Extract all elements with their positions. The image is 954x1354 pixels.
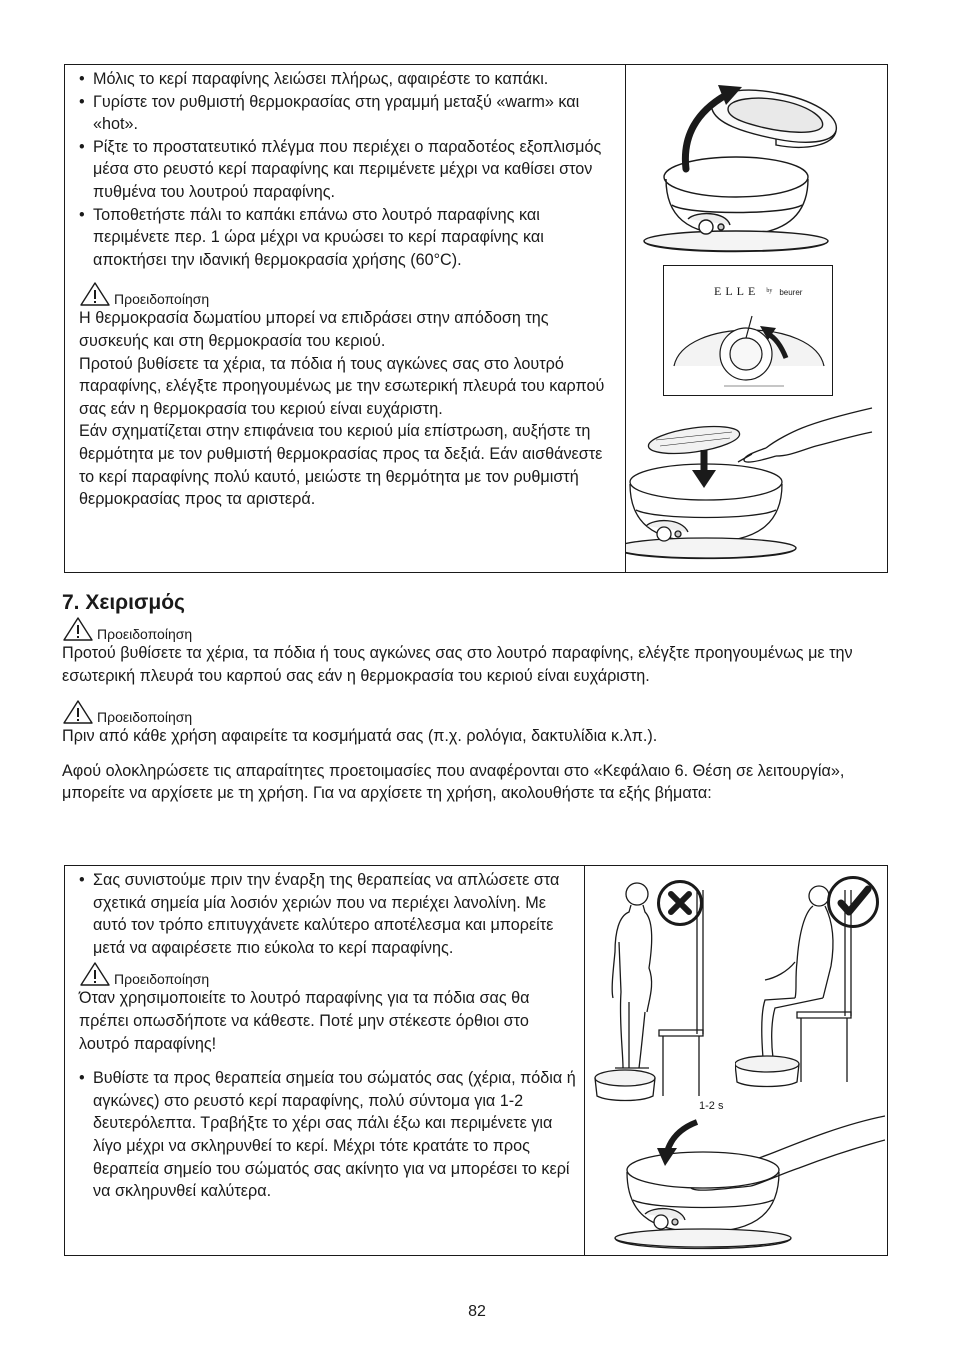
list-item: • Τοποθετήστε πάλι το καπάκι επάνω στο λουτρό παραφίνης και περιμένετε περ. 1 ώρα μέχρι να κρυώσει το κερί παραφίνης και αποκτήσει την ιδανική θερμοκρασία χρήσης (60°C). xyxy=(79,204,617,272)
warning-icon xyxy=(79,961,111,987)
arrow-icon xyxy=(667,1122,697,1152)
wrong-cross-icon xyxy=(657,880,703,926)
section-heading: 7. Χειρισμός xyxy=(62,591,185,614)
top-bullet-list xyxy=(79,68,617,271)
top-box-text xyxy=(65,65,626,572)
bottom-box-illustrations xyxy=(585,866,887,1255)
warning-paragraph: Εάν σχηματίζεται στην επιφάνεια του κεριού μία επίστρωση, αυξήστε τη θερμότητα με τον ρυθμιστή θερμοκρασίας προς τα δεξιά. Εάν αισθάνεστε το κερί παραφίνης πολύ καυτό, μειώστε τη θερμότητα με τον ρυθμιστή θερμοκρασίας προς τα αριστερά. xyxy=(79,422,603,509)
warning-label: Προειδοποίηση xyxy=(114,291,210,308)
list-item: • Μόλις το κερί παραφίνης λειώσει πλήρως, αφαιρέστε το καπάκι. xyxy=(79,68,617,91)
grid-insertion-illustration xyxy=(626,400,886,575)
top-box-illustrations xyxy=(626,65,887,572)
warning-heading xyxy=(62,701,892,725)
warning-label: Προειδοποίηση xyxy=(97,626,193,642)
warning-label: Προειδοποίηση xyxy=(97,709,193,726)
warning-heading xyxy=(79,963,576,987)
lid-removal-illustration xyxy=(626,65,886,265)
warning-icon xyxy=(79,281,111,307)
warning-label: Προειδοποίηση xyxy=(114,971,210,988)
warning-text: Προτού βυθίσετε τα χέρια, τα πόδια ή τους αγκώνες σας στο λουτρό παραφίνης, ελέγξτε προηγουμένως με την εσωτερική πλευρά του καρπού σας εάν η θερμοκρασία του κεριού είναι ευχάριστη. xyxy=(62,644,853,685)
seated-posture-illustration xyxy=(735,882,885,1102)
bottom-bullet-list xyxy=(79,869,576,959)
bottom-box-text xyxy=(65,866,585,1255)
dip-duration-label: 1-2 s xyxy=(699,1100,724,1112)
warning-text: Πριν από κάθε χρήση αφαιρείτε τα κοσμήματά σας (π.χ. ρολόγια, δακτυλίδια κ.λπ.). xyxy=(62,727,658,746)
warning-heading xyxy=(79,283,617,307)
warning-heading xyxy=(62,618,892,642)
hand-dipping-illustration xyxy=(585,1110,885,1255)
list-item: • Ρίξτε το προστατευτικό πλέγμα που περιέχει ο παραδοτέος εξοπλισμός μέσα στο ρευστό κερί παραφίνης και περιμένετε μέχρι να καθίσει στον πυθμένα του λουτρού παραφίνης. xyxy=(79,136,617,204)
list-item: • Σας συνιστούμε πριν την έναρξη της θεραπείας να απλώσετε στα σχετικά σημεία μία λοσιόν χεριών που να περιέχει λανολίνη. Με αυτό τον τρόπο επιτυγχάνετε καλύτερο αποτέλεσμα και μπορείτε μετά να αφαιρέσετε πιο εύκολα το κερί παραφίνης. xyxy=(79,869,576,959)
bottom-instruction-box xyxy=(64,865,888,1256)
list-item: • Γυρίστε τον ρυθμιστή θερμοκρασίας στη γραμμή μεταξύ «warm» και «hot». xyxy=(79,91,617,136)
temperature-dial xyxy=(664,266,833,396)
warning-icon xyxy=(62,699,94,725)
warning-paragraph: Προτού βυθίσετε τα χέρια, τα πόδια ή τους αγκώνες σας στο λουτρό παραφίνης, ελέγξτε προηγουμένως με την εσωτερική πλευρά του καρπού σας εάν η θερμοκρασία του κεριού είναι ευχάριστη. xyxy=(79,354,605,418)
list-item: • Βυθίστε τα προς θεραπεία σημεία του σώματός σας (χέρια, πόδια ή αγκώνες) στο ρευστό κερί παραφίνης, πολύ σύντομα για 1-2 δευτερόλεπτα. Τραβήξτε το χέρι σας πάλι έξω και περιμένετε για λίγο μέχρι να σκληρυνθεί το κερί. Μέχρι τότε κρατάτε το προς θεραπεία σημείο του σώματός σας ακίνητο για να μπορέσει το κερί να σκληρυνθεί καλύτερα. xyxy=(79,1067,576,1203)
warning-icon xyxy=(62,616,94,642)
section-7 xyxy=(62,590,892,805)
page-number: 82 xyxy=(468,1303,486,1320)
brand-logo: ELLE $^{by}$ beurer xyxy=(714,284,803,298)
dial-closeup-illustration xyxy=(663,265,833,396)
intro-paragraph: Αφού ολοκληρώσετε τις απαραίτητες προετοιμασίες που αναφέρονται στο «Κεφάλαιο 6. Θέση σε λειτουργία», μπορείτε να αρχίσετε με τη χρήση. Για να αρχίσετε τη χρήση, ακολουθήστε τα εξής βήματα: xyxy=(62,761,845,803)
warning-paragraph: Η θερμοκρασία δωματίου μπορεί να επιδράσει στην απόδοση της συσκευής και στη θερμοκρασία του κεριού. xyxy=(79,309,549,350)
top-instruction-box xyxy=(64,64,888,573)
warning-text: Όταν χρησιμοποιείτε το λουτρό παραφίνης για τα πόδια σας θα πρέπει οπωσδήποτε να κάθεστε. Ποτέ μην στέκεστε όρθιοι στο λουτρό παραφίνης! xyxy=(79,989,530,1053)
